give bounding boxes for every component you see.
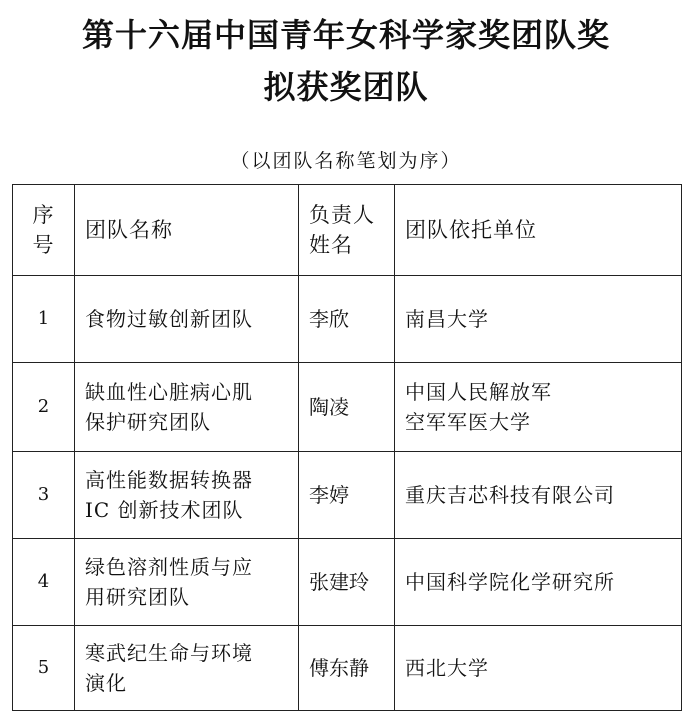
row-team-name bbox=[75, 276, 299, 363]
page-title-line-2: 拟获奖团队 bbox=[263, 68, 429, 106]
team-name-line-2: 演化 bbox=[85, 671, 127, 695]
row-number: 2 bbox=[13, 363, 75, 452]
table-row bbox=[13, 363, 682, 452]
header-team-name-text: 团队名称 bbox=[85, 218, 173, 242]
unit-line-1: 中国人民解放军 bbox=[405, 380, 552, 404]
team-name-line-2: IC 创新技术团队 bbox=[85, 498, 244, 522]
team-name-line-1: 缺血性心脏病心肌 bbox=[85, 380, 253, 404]
team-name-line-2: 用研究团队 bbox=[85, 585, 190, 609]
header-number-line-2: 号 bbox=[32, 233, 55, 257]
page-subtitle: （以团队名称笔划为序） bbox=[230, 150, 462, 172]
row-number: 4 bbox=[13, 539, 75, 626]
row-team-name bbox=[75, 452, 299, 539]
table-header-row bbox=[13, 185, 682, 276]
row-leader: 张建玲 bbox=[299, 539, 395, 626]
row-team-name bbox=[75, 363, 299, 452]
unit-line-2: 空军军医大学 bbox=[405, 410, 531, 434]
row-unit bbox=[395, 539, 682, 626]
unit-line-1: 南昌大学 bbox=[405, 307, 489, 331]
row-number: 3 bbox=[13, 452, 75, 539]
row-team-name bbox=[75, 626, 299, 711]
team-name-line-1: 高性能数据转换器 bbox=[85, 468, 253, 492]
unit-line-1: 中国科学院化学研究所 bbox=[405, 570, 615, 594]
row-leader: 李婷 bbox=[299, 452, 395, 539]
header-leader-line-2: 姓名 bbox=[309, 233, 353, 257]
row-number: 1 bbox=[13, 276, 75, 363]
row-number: 5 bbox=[13, 626, 75, 711]
row-unit bbox=[395, 363, 682, 452]
team-name-line-2: 保护研究团队 bbox=[85, 410, 211, 434]
header-team-name bbox=[75, 185, 299, 276]
header-leader bbox=[299, 185, 395, 276]
award-teams-table bbox=[12, 184, 682, 711]
header-number bbox=[13, 185, 75, 276]
table-row bbox=[13, 539, 682, 626]
table-row bbox=[13, 626, 682, 711]
row-leader: 李欣 bbox=[299, 276, 395, 363]
unit-line-1: 西北大学 bbox=[405, 656, 489, 680]
team-name-line-1: 绿色溶剂性质与应 bbox=[85, 555, 253, 579]
team-name-line-1: 寒武纪生命与环境 bbox=[85, 641, 253, 665]
unit-line-1: 重庆吉芯科技有限公司 bbox=[405, 483, 615, 507]
header-unit bbox=[395, 185, 682, 276]
row-unit bbox=[395, 276, 682, 363]
row-unit bbox=[395, 626, 682, 711]
row-unit bbox=[395, 452, 682, 539]
header-number-line-1: 序 bbox=[32, 203, 55, 227]
row-leader: 陶凌 bbox=[299, 363, 395, 452]
row-leader: 傅东静 bbox=[299, 626, 395, 711]
header-leader-line-1: 负责人 bbox=[309, 203, 375, 227]
header-unit-text: 团队依托单位 bbox=[405, 218, 537, 242]
table-row bbox=[13, 452, 682, 539]
team-name-line-1: 食物过敏创新团队 bbox=[85, 307, 253, 331]
row-team-name bbox=[75, 539, 299, 626]
page-title-line-1: 第十六届中国青年女科学家奖团队奖 bbox=[81, 16, 610, 54]
table-row bbox=[13, 276, 682, 363]
